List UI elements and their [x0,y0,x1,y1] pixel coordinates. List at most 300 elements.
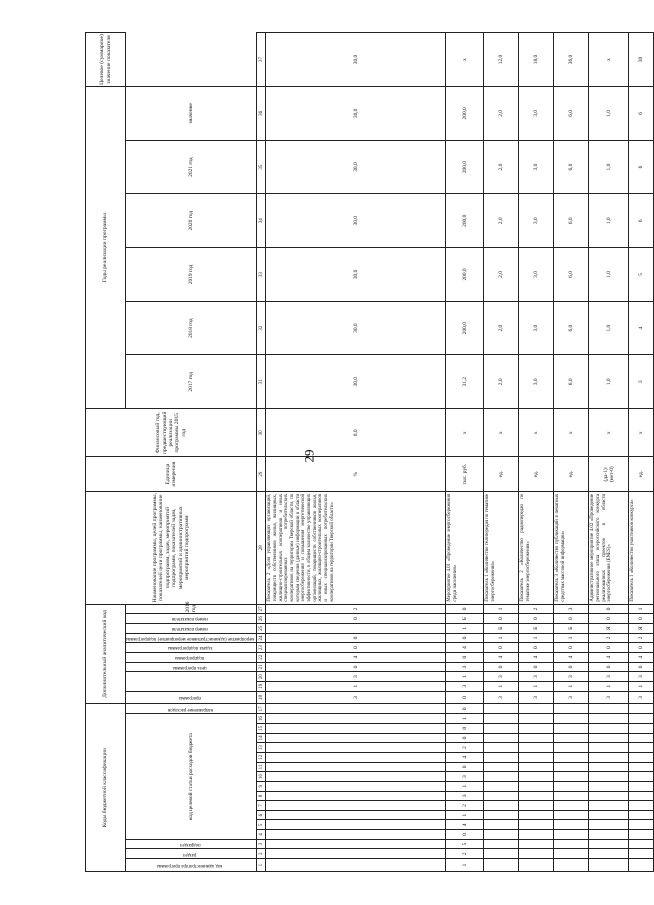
column-number: 26 [257,614,266,624]
code-cell [554,723,589,733]
code-cell [484,839,519,849]
an-program-header: программа [126,691,257,704]
table-row [554,33,589,872]
year-header-1: 2017 год [126,355,257,409]
code-cell: 3 [446,772,484,782]
code-cell [484,723,519,733]
code-cell [484,791,519,801]
code-cell [266,859,446,872]
code-cell: 2 [629,633,654,643]
column-number: 7 [257,801,266,811]
column-number: 37 [257,33,266,87]
code-cell [484,859,519,872]
code-cell [519,801,554,811]
column-number: 17 [257,704,266,714]
code-cell [554,714,589,724]
row-year-value: 3,0 [519,140,554,194]
code-cell [589,801,629,811]
code-cell [554,781,589,791]
expense-direction-header: направление расходов [126,704,257,714]
row-year-value: 3,0 [519,248,554,302]
column-number: 21 [257,662,266,672]
year-header-4: 2020 год [126,194,257,248]
column-number: 25 [257,623,266,633]
code-cell [589,781,629,791]
code-cell [589,762,629,772]
code-cell: 1 [629,604,654,614]
row-unit: (да-1)/ (нет-0) [589,457,629,491]
code-cell: 3 [266,672,446,682]
code-cell [266,781,446,791]
code-cell [484,830,519,840]
code-cell [266,791,446,801]
code-cell [554,791,589,801]
code-cell: 0 [629,662,654,672]
code-cell [589,733,629,743]
code-cell: 3 [519,672,554,682]
table-row [629,33,654,872]
code-cell [589,743,629,753]
code-cell [589,723,629,733]
code-cell [629,714,654,724]
an-subprogram-header: подпрограмма [126,652,257,662]
code-cell [266,849,446,859]
code-cell: 0 [589,604,629,614]
row-unit: ед. [629,457,654,491]
code-cell: 0 [484,643,519,653]
code-cell [629,820,654,830]
code-cell [589,839,629,849]
column-number: 11 [257,762,266,772]
table-row [484,33,519,872]
code-cell: 1 [519,681,554,691]
code-cell [554,849,589,859]
code-cell [266,820,446,830]
row-fin-year: x [446,409,484,457]
code-cell: 0 [554,662,589,672]
code-cell [629,733,654,743]
table-row [266,33,446,872]
code-cell [519,849,554,859]
code-cell: 0 [519,662,554,672]
code-cell [554,704,589,714]
code-cell: 1 [446,623,484,633]
code-cell: 0 [266,633,446,643]
code-cell [554,762,589,772]
code-cell: 0 [589,662,629,672]
budget-table [85,32,654,872]
code-cell [629,830,654,840]
row-year-value: 4 [629,301,654,355]
code-cell [629,801,654,811]
code-cell: 1 [266,681,446,691]
code-cell: 1 [484,604,519,614]
row-year-value: 6 [629,140,654,194]
column-number: 30 [257,409,266,457]
code-cell: 5 [446,839,484,849]
column-number: 15 [257,723,266,733]
code-cell [554,733,589,743]
column-number: 16 [257,714,266,724]
code-cell [629,762,654,772]
row-year-value: 6,0 [554,140,589,194]
row-year-value: 6,0 [554,87,589,141]
code-cell [484,714,519,724]
code-cell: 2 [446,849,484,859]
code-cell [519,791,554,801]
years-group-header: Годы реализации программы [86,87,126,409]
row-year-value: 200,0 [446,248,484,302]
column-number: 35 [257,140,266,194]
code-cell: 0 [554,614,589,624]
row-year-value: 3,0 [519,355,554,409]
column-number: 1 [257,859,266,872]
code-cell: 1 [484,681,519,691]
code-cell [519,733,554,743]
code-cell [519,752,554,762]
code-cell [266,714,446,724]
row-year-value: 6,0 [554,301,589,355]
code-cell: 0 [266,662,446,672]
code-cell: 3 [519,691,554,704]
code-cell [484,781,519,791]
column-number: 34 [257,194,266,248]
row-year-value: 30,0 [266,355,446,409]
code-cell [554,801,589,811]
budget-table-rotated [85,32,645,872]
row-year-value: 6,0 [554,355,589,409]
code-cell: 2 [446,801,484,811]
an-measure-header: мероприятие (административное мероприятие) подпрограммы [126,633,257,643]
row-year-value: 6,0 [554,194,589,248]
row-target: 36,0 [554,33,589,87]
code-cell [629,704,654,714]
admin-code-header: код администратора программы [126,859,257,872]
row-fin-year: x [589,409,629,457]
code-cell: 1 [446,714,484,724]
row-unit: ед. [519,457,554,491]
column-number: 2 [257,849,266,859]
code-cell: 2 [589,633,629,643]
row-target: 30,0 [266,33,446,87]
row-year-value: 6 [629,87,654,141]
code-cell [589,704,629,714]
code-cell: 4 [446,752,484,762]
code-cell: 1 [554,681,589,691]
code-cell: Я [629,623,654,633]
code-cell: Б [446,614,484,624]
code-cell: 3 [589,691,629,704]
code-cell [519,810,554,820]
row-year-value: 2,0 [484,355,519,409]
row-unit: ед. [554,457,589,491]
column-number: 23 [257,643,266,653]
row-year-value: 200,0 [446,87,484,141]
subsection-header: подраздел [126,839,257,849]
year-header-2: 2018 год [126,301,257,355]
code-cell [589,752,629,762]
code-cell: 3 [446,681,484,691]
column-number: 4 [257,830,266,840]
row-year-value: 2,0 [484,248,519,302]
column-number: 24 [257,633,266,643]
column-number: 3 [257,839,266,849]
code-cell [519,820,554,830]
column-number: 6 [257,810,266,820]
column-number: 5 [257,820,266,830]
row-year-value: 30,0 [266,248,446,302]
code-cell: 0 [446,704,484,714]
row-year-value: 3,0 [519,301,554,355]
code-cell: 4 [629,652,654,662]
code-cell: 3 [554,672,589,682]
code-cell [589,810,629,820]
row-name: Показатель 2 «Количество радиопередач по тематике энергосбережения» [519,491,554,604]
row-fin-year: 0,0 [266,409,446,457]
code-cell [554,859,589,872]
code-cell: 1 [629,681,654,691]
code-cell [554,810,589,820]
code-cell [629,839,654,849]
code-cell: 1 [446,672,484,682]
code-cell [484,743,519,753]
code-cell: 0 [629,614,654,624]
code-cell: 4 [446,643,484,653]
code-cell [629,781,654,791]
row-year-value: 2,0 [484,140,519,194]
code-cell: 3 [446,662,484,672]
code-cell [484,733,519,743]
code-cell [484,762,519,772]
row-target: 18,0 [519,33,554,87]
code-cell [519,781,554,791]
code-cell: 0 [446,633,484,643]
code-cell: 2 [519,604,554,614]
code-cell [519,704,554,714]
code-cell: 4 [519,652,554,662]
code-cell: 0 [554,643,589,653]
code-cell [484,810,519,820]
code-cell: 4 [484,652,519,662]
column-number: 9 [257,781,266,791]
column-number: 19 [257,681,266,691]
unit-header: Единица измерения [86,457,257,491]
row-name: Мероприятие 4.01 «Проведение энергосбережения среди населения» [446,491,484,604]
code-cell: 4 [554,652,589,662]
row-year-value: 30,0 [266,301,446,355]
code-cell [266,801,446,811]
code-cell: 3 [484,672,519,682]
row-name: Показатель 1 «Количество телепередач по тематике энергосбережения» [484,491,519,604]
row-year-value: 3 [629,355,654,409]
column-number: 12 [257,752,266,762]
code-cell: 0 [589,643,629,653]
row-fin-year: x [629,409,654,457]
row-year-value: 1,0 [589,194,629,248]
code-cell [554,830,589,840]
year-header-3: 2019 год [126,248,257,302]
code-cell: 1 [519,633,554,643]
column-number: 10 [257,772,266,782]
code-cell [554,743,589,753]
code-cell [519,830,554,840]
an-indicator-header-2: номер показателя [126,614,257,624]
page-number: 29 [301,449,317,463]
column-number: 32 [257,301,266,355]
code-cell [554,820,589,830]
column-number: 22 [257,652,266,662]
an-indicator-header: номер показателя [126,623,257,633]
row-year-value: 30,0 [266,87,446,141]
code-cell: Б [519,623,554,633]
row-target: x [446,33,484,87]
row-year-value: 3,0 [519,194,554,248]
code-cell [589,791,629,801]
code-cell [519,714,554,724]
code-cell [484,752,519,762]
code-cell [629,772,654,782]
fin-year-header: Финансовый год, предшествующий реализации программы 2015 год [86,409,257,457]
row-fin-year: x [519,409,554,457]
code-cell: 0 [484,662,519,672]
code-cell: Я [589,623,629,633]
code-cell: 0 [519,643,554,653]
code-cell [484,772,519,782]
code-cell: 3 [554,691,589,704]
code-cell [629,743,654,753]
code-cell [589,830,629,840]
row-year-value: 2,0 [484,194,519,248]
row-year-value: 1,0 [589,301,629,355]
code-cell [629,791,654,801]
code-cell [484,820,519,830]
code-cell: 0 [446,604,484,614]
an-gap-header [126,672,257,691]
code-cell [266,762,446,772]
code-cell: 3 [446,791,484,801]
code-cell [266,772,446,782]
row-fin-year: x [554,409,589,457]
row-year-value: 30,0 [266,140,446,194]
code-cell: 0 [266,614,446,624]
column-number: 18 [257,691,266,704]
row-unit: тыс. руб. [446,457,484,491]
column-number: 8 [257,791,266,801]
row-name: Показатель 2 «Доля управляющих организаций, товариществ собственников жилья, жилищных, жилищно-строительных кооперативов и иных специализированных потребительских кооперативов на территории Тверской области, по которым сведения (данные) информации в области энергосбережения и повышения энергетической эффективности, в общем количестве управляющих организаций, товариществ собственников жилья, жилищных, жилищно-строительных кооперативов и иных специализированных потребительских кооперативов на территории Тверской области» [266,491,446,604]
code-cell [266,623,446,633]
code-cell [519,723,554,733]
code-cell [519,859,554,872]
column-number: 33 [257,248,266,302]
code-cell: 0 [446,691,484,704]
code-cell [484,801,519,811]
code-cell: 3 [484,691,519,704]
row-target: 12,0 [484,33,519,87]
column-number: 31 [257,355,266,409]
code-cell: 4 [446,820,484,830]
row-year-value: 6 [629,194,654,248]
analytic-group-header: Дополнительный аналитический код [86,604,126,704]
section-header: раздел [126,849,257,859]
row-year-value: 1,0 [589,248,629,302]
code-cell: 0 [446,723,484,733]
code-cell: 0 [446,762,484,772]
code-cell [589,820,629,830]
column-number: 27 [257,604,266,614]
column-number: 13 [257,743,266,753]
row-year-value: 1,0 [589,140,629,194]
table-row [589,33,629,872]
code-cell [629,723,654,733]
code-cell: 0 [446,652,484,662]
code-cell: 1 [446,859,484,872]
code-cell: 1 [446,781,484,791]
code-cell [266,733,446,743]
code-cell [629,859,654,872]
code-cell: 2 [266,604,446,614]
name-header: Наименование программы, целей программы, показателей цели программы, наименование подпрограмм, задач, мероприятий подпрограмм, показателей задач, мероприятий и административных мероприятий подпрограмм [86,491,257,604]
code-cell: 3 [629,691,654,704]
row-year-value: 200,0 [446,194,484,248]
code-cell [484,704,519,714]
an-goal-header: цель программы [126,662,257,672]
target-article-header: код целевой статьи расходов бюджета [126,714,257,840]
code-cell [629,849,654,859]
code-cell [554,839,589,849]
row-target: x [589,33,629,87]
row-year-value: 30,0 [266,194,446,248]
code-cell [519,772,554,782]
code-cell: 1 [554,633,589,643]
code-cell [589,859,629,872]
code-cell [266,704,446,714]
code-cell [519,762,554,772]
an-task-header: задача подпрограммы [126,643,257,653]
row-year-value: 1,0 [589,87,629,141]
row-name: Показатель 1 «Количество участников конкурса» [629,491,654,604]
column-number: 28 [257,491,266,604]
code-cell [589,714,629,724]
code-cell: 0 [484,614,519,624]
year-header-0: 2016 год [126,604,257,614]
code-cell: 4 [589,652,629,662]
code-cell [266,752,446,762]
row-year-value: 200,0 [446,140,484,194]
code-cell [589,772,629,782]
code-cell: 3 [554,604,589,614]
code-cell [266,743,446,753]
code-cell: 0 [266,643,446,653]
code-cell: 2 [446,743,484,753]
code-cell [629,752,654,762]
row-year-value: 31,2 [446,355,484,409]
code-cell [589,849,629,859]
year-header-5: 2021 год [126,140,257,194]
code-cell [266,723,446,733]
row-unit: % [266,457,446,491]
code-cell [629,810,654,820]
row-year-value: 5 [629,248,654,302]
column-number: 20 [257,672,266,682]
row-name: Показатель 3 «Количество публикаций в печатных средствах массовой информации» [554,491,589,604]
code-cell [266,830,446,840]
code-cell [554,772,589,782]
codes-group-header: Коды бюджетной классификации [86,704,126,872]
code-cell: 4 [266,652,446,662]
code-cell [519,743,554,753]
target-value-header: значение [126,87,257,141]
code-cell: 0 [446,733,484,743]
